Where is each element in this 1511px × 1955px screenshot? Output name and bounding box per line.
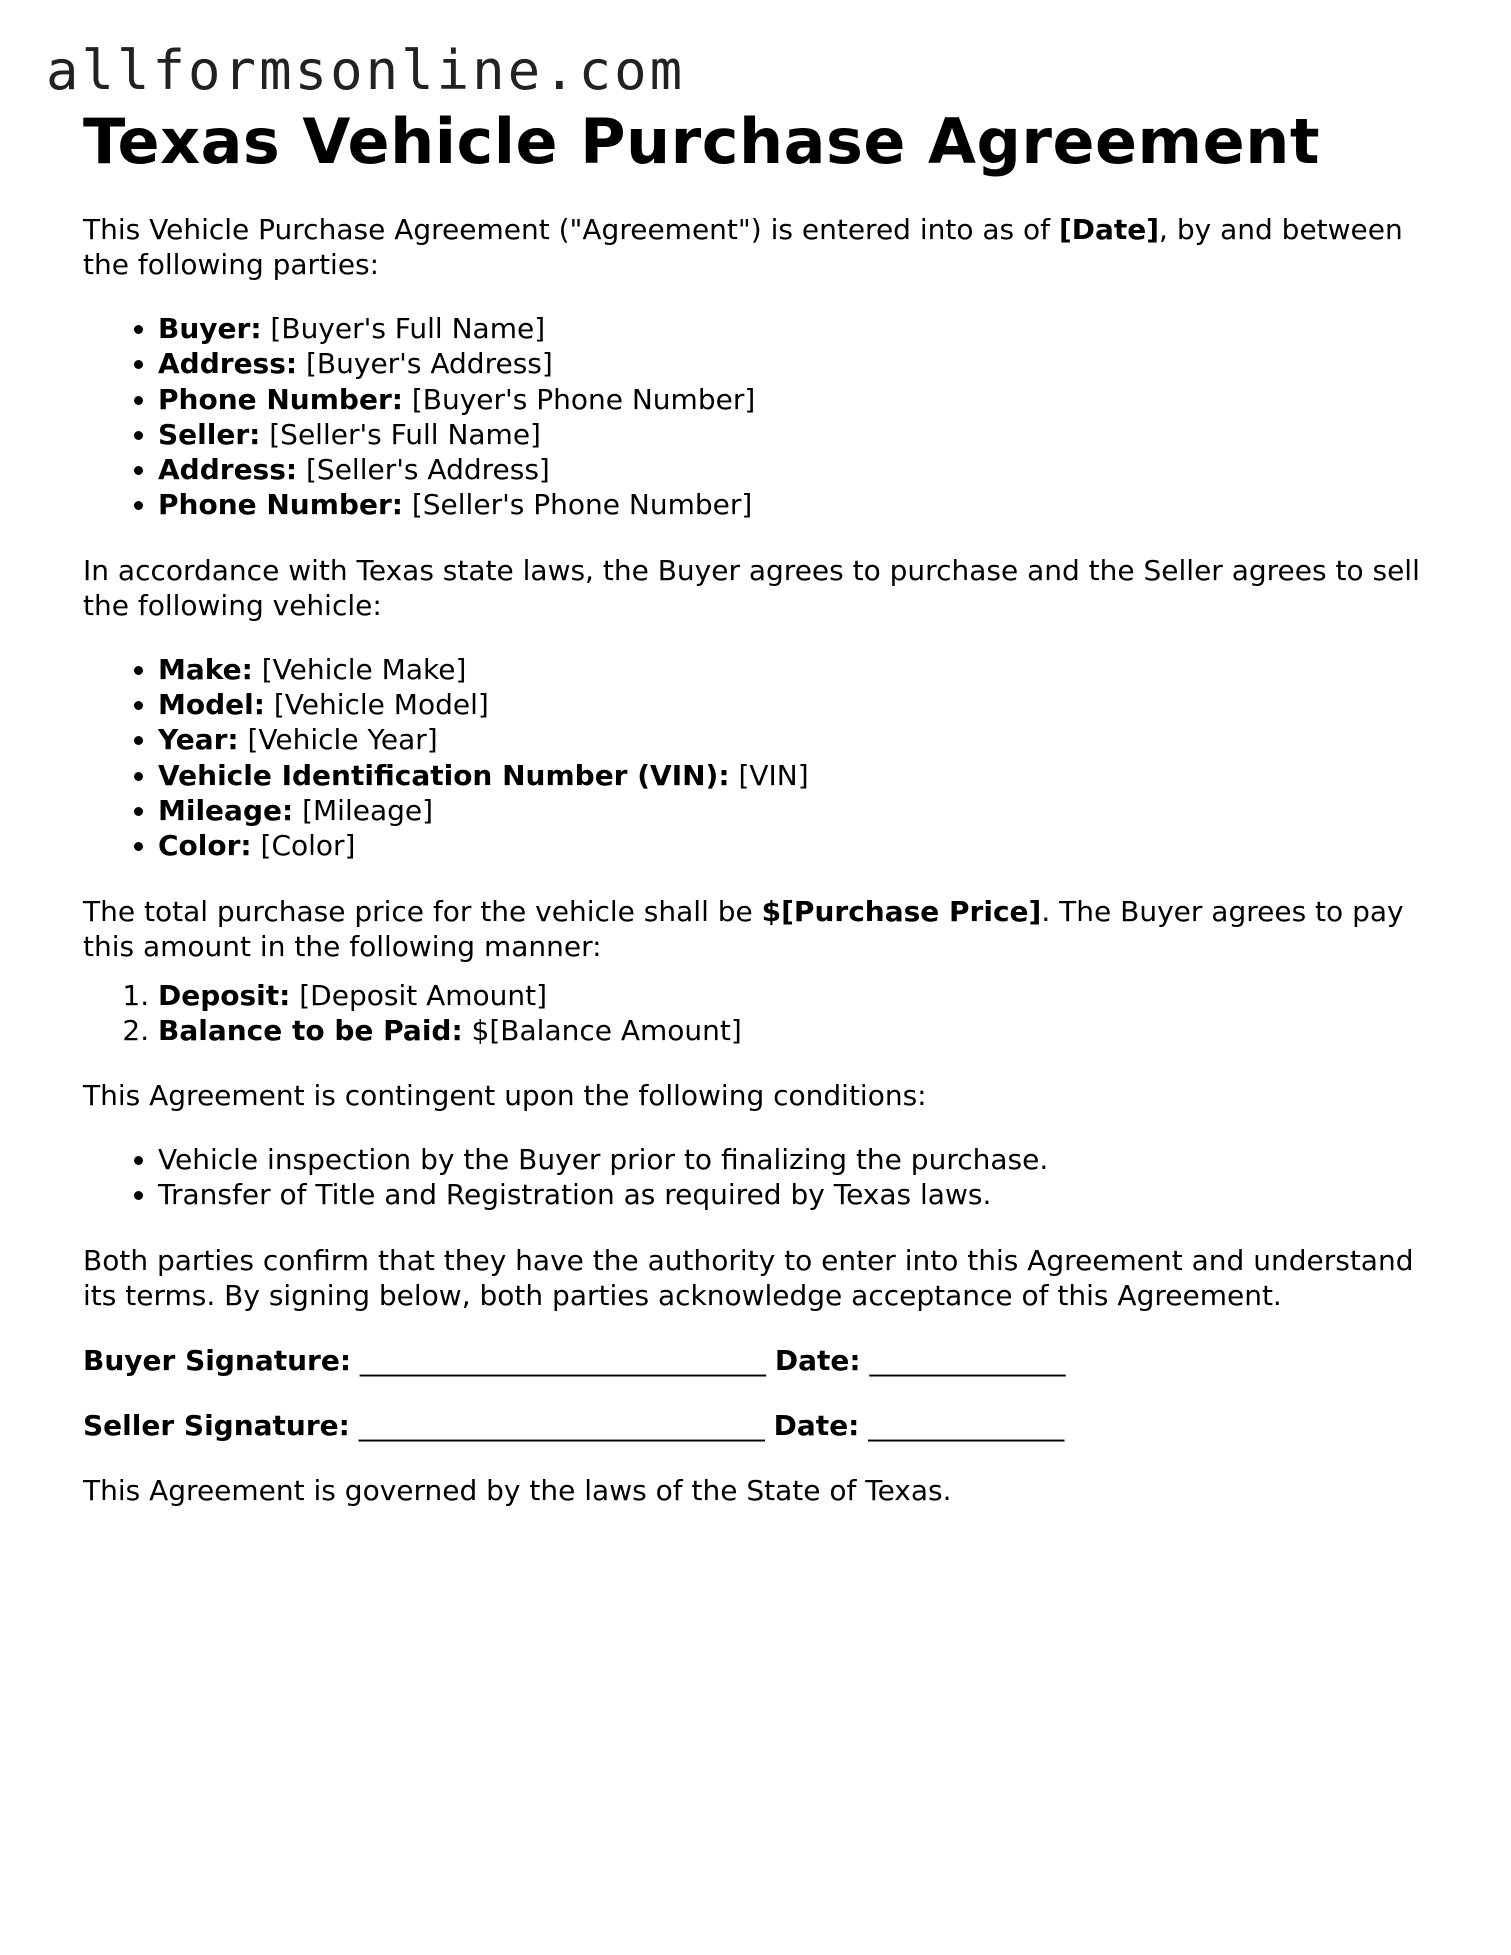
list-item xyxy=(158,382,1433,417)
buyer-signature-label: Buyer Signature: xyxy=(83,1343,352,1377)
item-value: [Vehicle Year] xyxy=(238,723,438,757)
item-value: [Mileage] xyxy=(293,793,434,827)
list-item xyxy=(158,487,1433,522)
seller-signature-line xyxy=(83,1408,1433,1443)
item-label: Deposit: xyxy=(158,978,291,1012)
item-value: [Vehicle Model] xyxy=(264,688,489,722)
buyer-date-blank: ______________ xyxy=(860,1343,1066,1377)
buyer-signature-blank: _____________________________ xyxy=(351,1343,775,1377)
item-value: [VIN] xyxy=(729,758,809,792)
item-value: [Buyer's Phone Number] xyxy=(402,382,756,416)
confirm-paragraph: Both parties confirm that they have the authority to enter into this Agreement and understand its terms. By signing below, both parties acknowledge acceptance of this Agreement. xyxy=(83,1243,1414,1312)
laws-paragraph: In accordance with Texas state laws, the Buyer agrees to purchase and the Seller agrees to sell the following vehicle: xyxy=(83,553,1420,622)
item-value: $[Balance Amount] xyxy=(462,1013,742,1047)
item-value: [Seller's Phone Number] xyxy=(402,488,753,522)
item-label: Vehicle Identification Number (VIN): xyxy=(158,758,730,792)
seller-signature-label: Seller Signature: xyxy=(83,1408,350,1442)
item-value: [Deposit Amount] xyxy=(290,978,548,1012)
purchase-price: $[Purchase Price] xyxy=(761,894,1042,928)
item-value: [Buyer's Address] xyxy=(297,347,553,381)
payment-list xyxy=(83,978,1433,1049)
intro-text-end: , by and between the following parties: xyxy=(83,213,1403,281)
item-label: Make: xyxy=(158,652,253,686)
list-item xyxy=(158,722,1433,757)
list-item xyxy=(158,1013,1433,1048)
item-value: [Color] xyxy=(251,829,356,863)
buyer-signature-line xyxy=(83,1343,1433,1378)
vehicle-list xyxy=(83,652,1433,864)
list-item xyxy=(158,417,1433,452)
seller-signature-blank: _____________________________ xyxy=(349,1408,774,1442)
list-item xyxy=(158,758,1433,793)
price-text: The total purchase price for the vehicle shall be xyxy=(83,894,762,928)
item-label: Phone Number: xyxy=(158,382,403,416)
parties-list xyxy=(83,311,1433,523)
seller-date-blank: ______________ xyxy=(859,1408,1065,1442)
item-label: Phone Number: xyxy=(158,488,403,522)
list-item xyxy=(158,346,1433,381)
list-item xyxy=(158,687,1433,722)
intro-date: [Date] xyxy=(1058,213,1160,246)
list-item: • Vehicle inspection by the Buyer prior to finalizing the purchase. xyxy=(158,1142,1433,1177)
item-label: Address: xyxy=(158,347,298,381)
watermark: allformsonline.com xyxy=(46,39,686,102)
governing-paragraph: This Agreement is governed by the laws of the State of Texas. xyxy=(83,1473,952,1507)
item-label: Balance to be Paid: xyxy=(158,1013,463,1047)
conditions-list xyxy=(83,1142,1433,1213)
price-text-end: . The Buyer agrees to pay this amount in the following manner: xyxy=(83,894,1404,963)
item-value: [Seller's Address] xyxy=(297,453,550,487)
item-label: Color: xyxy=(158,829,252,863)
item-label: Seller: xyxy=(158,417,261,451)
item-label: Buyer: xyxy=(158,312,262,345)
list-item xyxy=(158,793,1433,828)
buyer-date-label: Date: xyxy=(774,1343,861,1377)
page-title: Texas Vehicle Purchase Agreement xyxy=(83,105,1320,178)
document xyxy=(83,106,1433,1508)
list-item xyxy=(158,828,1433,863)
item-value: [Vehicle Make] xyxy=(252,652,467,686)
price-paragraph xyxy=(83,894,1433,964)
item-label: Model: xyxy=(158,688,265,722)
intro-paragraph xyxy=(83,212,1433,282)
conditions-paragraph: This Agreement is contingent upon the following conditions: xyxy=(83,1079,927,1113)
intro-text: This Vehicle Purchase Agreement ("Agreement") is entered into as of xyxy=(83,213,1059,246)
list-item xyxy=(158,652,1433,687)
list-item xyxy=(158,311,1433,346)
list-item: • Transfer of Title and Registration as required by Texas laws. xyxy=(158,1177,1433,1212)
item-label: Address: xyxy=(158,453,298,487)
list-item xyxy=(158,452,1433,487)
item-value: [Buyer's Full Name] xyxy=(261,312,546,345)
item-label: Mileage: xyxy=(158,793,294,827)
seller-date-label: Date: xyxy=(773,1408,860,1442)
list-item xyxy=(158,978,1433,1013)
item-label: Year: xyxy=(158,723,239,757)
item-value: [Seller's Full Name] xyxy=(260,417,541,451)
